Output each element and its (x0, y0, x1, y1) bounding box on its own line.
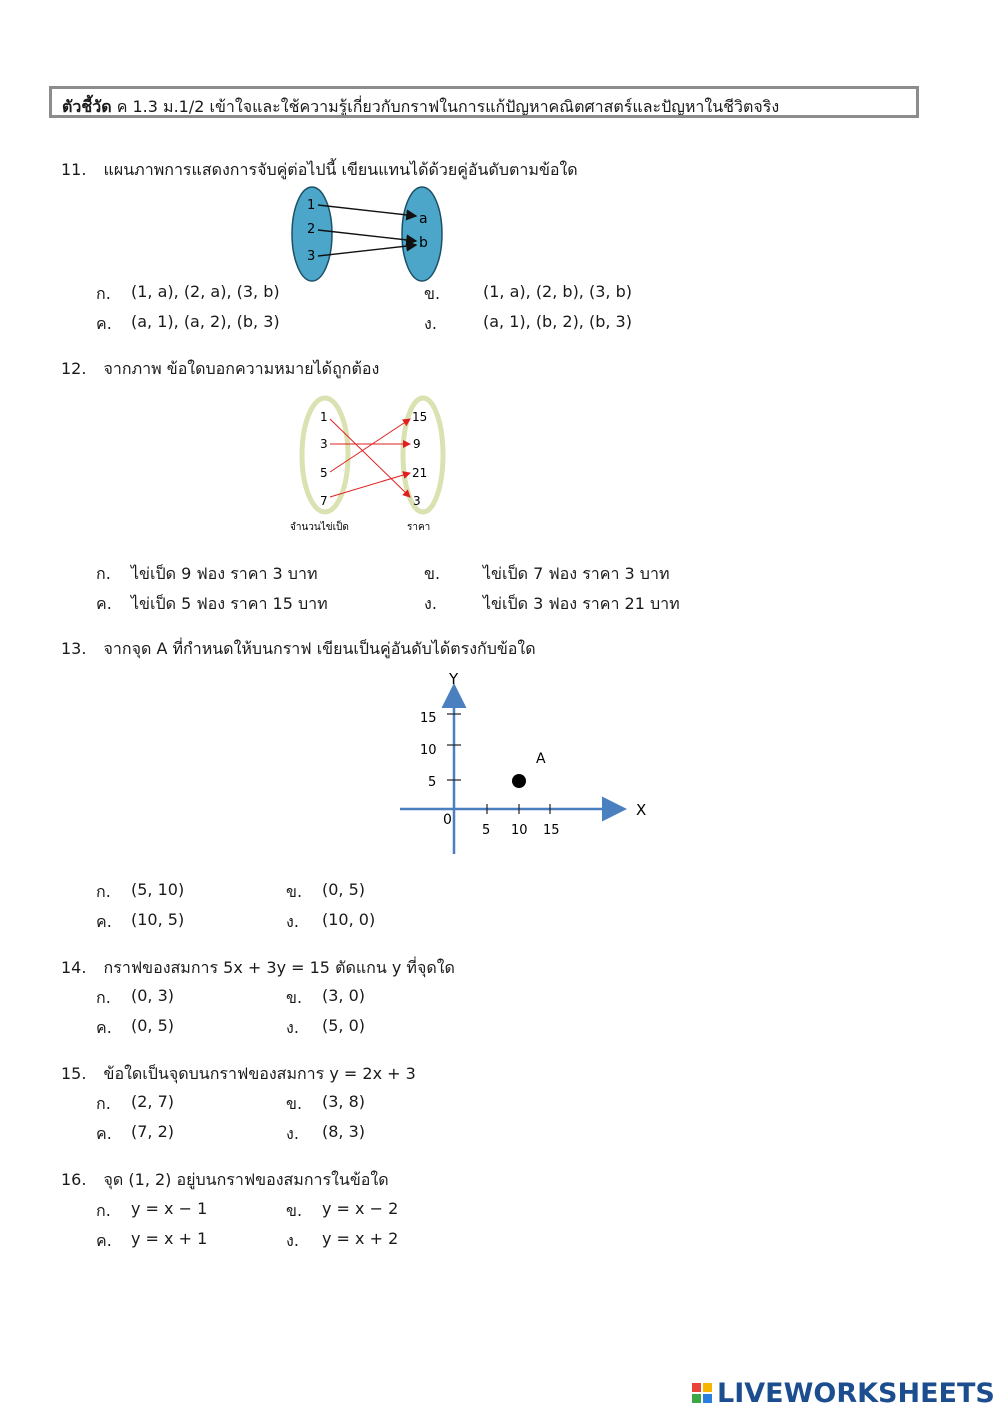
option-label[interactable]: ข. (286, 1094, 303, 1113)
question-text: จากภาพ ข้อใดบอกความหมายได้ถูกต้อง (103, 359, 380, 378)
option-text[interactable]: y = x + 1 (131, 1229, 208, 1248)
x-tick-label: 15 (543, 823, 560, 838)
option-text[interactable]: (5, 10) (131, 880, 185, 899)
option-text[interactable]: (10, 5) (131, 910, 185, 929)
option-label[interactable]: ง. (286, 1018, 299, 1037)
question-14 (61, 956, 455, 981)
coordinate-graph-q13 (390, 668, 660, 860)
y-tick-label: 15 (420, 711, 437, 726)
option-text[interactable]: ไข่เป็ด 3 ฟอง ราคา 21 บาท (483, 594, 680, 613)
liveworksheets-logo (692, 1377, 995, 1409)
option-label[interactable]: ข. (286, 1201, 303, 1220)
option-text[interactable]: y = x + 2 (322, 1229, 399, 1248)
option-label[interactable]: ก. (96, 284, 111, 303)
question-13 (61, 637, 536, 662)
question-number: 16. (61, 1170, 87, 1189)
mapping-diagram-q12 (276, 393, 456, 538)
logo-text: LIVEWORKSHEETS (717, 1377, 995, 1409)
question-11 (61, 158, 578, 183)
question-number: 15. (61, 1064, 87, 1083)
option-label[interactable]: ก. (96, 988, 111, 1007)
option-text[interactable]: (3, 0) (322, 986, 366, 1005)
range-15: 15 (412, 410, 428, 424)
option-label[interactable]: ก. (96, 1201, 111, 1220)
option-text[interactable]: (0, 5) (322, 880, 366, 899)
y-tick-label: 5 (428, 775, 437, 790)
arrow-5-15 (330, 419, 410, 472)
range-3: 3 (413, 494, 421, 508)
option-text[interactable]: ไข่เป็ด 7 ฟอง ราคา 3 บาท (483, 564, 670, 583)
question-12 (61, 357, 379, 382)
option-text[interactable]: (1, a), (2, b), (3, b) (483, 282, 632, 301)
point-a (512, 774, 526, 788)
domain-3: 3 (307, 249, 316, 264)
range-ellipse (402, 187, 442, 281)
option-label[interactable]: ค. (96, 912, 112, 931)
option-text[interactable]: y = x − 2 (322, 1199, 399, 1218)
question-number: 11. (61, 160, 87, 179)
logo-square (703, 1383, 712, 1392)
domain-5: 5 (320, 466, 328, 480)
y-axis-label: Y (449, 670, 459, 688)
arrow-3-b (318, 245, 416, 256)
option-label[interactable]: ค. (96, 314, 112, 333)
question-text: จากจุด A ที่กำหนดให้บนกราฟ เขียนเป็นคู่อันดับได้ตรงกับข้อใด (103, 639, 536, 658)
question-text: กราฟของสมการ 5x + 3y = 15 ตัดแกน y ที่จุดใด (103, 958, 455, 977)
logo-square (692, 1394, 701, 1403)
option-label[interactable]: ก. (96, 1094, 111, 1113)
domain-1: 1 (320, 410, 328, 424)
indicator-text: ค 1.3 ม.1/2 เข้าใจและใช้ความรู้เกี่ยวกับกราฟในการแก้ปัญหาคณิตศาสตร์และปัญหาในชีวิตจริง (111, 97, 780, 116)
option-label[interactable]: ข. (286, 882, 303, 901)
domain-7: 7 (320, 494, 328, 508)
option-text[interactable]: (1, a), (2, a), (3, b) (131, 282, 280, 301)
option-label[interactable]: ง. (286, 912, 299, 931)
range-9: 9 (413, 437, 421, 451)
domain-caption: จำนวนไข่เป็ด (290, 522, 349, 533)
domain-1: 1 (307, 198, 316, 213)
option-text[interactable]: ไข่เป็ด 5 ฟอง ราคา 15 บาท (131, 594, 328, 613)
x-tick-label: 10 (511, 823, 528, 838)
logo-square (703, 1394, 712, 1403)
option-label[interactable]: ข. (424, 284, 441, 303)
domain-3: 3 (320, 437, 328, 451)
option-text[interactable]: y = x − 1 (131, 1199, 208, 1218)
option-label[interactable]: ง. (286, 1231, 299, 1250)
option-label[interactable]: ง. (424, 594, 437, 613)
option-text[interactable]: ไข่เป็ด 9 ฟอง ราคา 3 บาท (131, 564, 318, 583)
option-text[interactable]: (5, 0) (322, 1016, 366, 1035)
option-text[interactable]: (3, 8) (322, 1092, 366, 1111)
arrow-1-a (318, 205, 416, 216)
point-a-label: A (536, 751, 546, 767)
option-label[interactable]: ค. (96, 1124, 112, 1143)
range-a: a (419, 211, 428, 227)
option-label[interactable]: ข. (286, 988, 303, 1007)
option-text[interactable]: (a, 1), (b, 2), (b, 3) (483, 312, 632, 331)
logo-mark-icon (692, 1383, 712, 1403)
option-label[interactable]: ก. (96, 882, 111, 901)
option-text[interactable]: (10, 0) (322, 910, 376, 929)
option-text[interactable]: (a, 1), (a, 2), (b, 3) (131, 312, 280, 331)
option-text[interactable]: (7, 2) (131, 1122, 175, 1141)
option-text[interactable]: (2, 7) (131, 1092, 175, 1111)
option-label[interactable]: ง. (424, 314, 437, 333)
option-label[interactable]: ค. (96, 1018, 112, 1037)
mapping-diagram-q11 (280, 183, 460, 285)
option-label[interactable]: ก. (96, 564, 111, 583)
range-b: b (419, 235, 428, 251)
origin-label: 0 (443, 812, 452, 828)
question-number: 14. (61, 958, 87, 977)
question-text: ข้อใดเป็นจุดบนกราฟของสมการ y = 2x + 3 (103, 1064, 416, 1083)
range-caption: ราคา (407, 522, 431, 533)
logo-square (692, 1383, 701, 1392)
range-21: 21 (412, 466, 428, 480)
x-axis-label: X (636, 801, 647, 819)
question-text: จุด (1, 2) อยู่บนกราฟของสมการในข้อใด (103, 1170, 389, 1189)
question-text: แผนภาพการแสดงการจับคู่ต่อไปนี้ เขียนแทนได้ด้วยคู่อันดับตามข้อใด (103, 160, 578, 179)
question-15 (61, 1062, 416, 1087)
question-16 (61, 1168, 389, 1193)
x-tick-label: 5 (482, 823, 491, 838)
option-label[interactable]: ง. (286, 1124, 299, 1143)
option-text[interactable]: (0, 3) (131, 986, 175, 1005)
option-label[interactable]: ข. (424, 564, 441, 583)
indicator-label: ตัวชี้วัด (62, 97, 112, 116)
option-label[interactable]: ค. (96, 594, 112, 613)
indicator-box (49, 86, 919, 118)
domain-2: 2 (307, 222, 316, 237)
option-label[interactable]: ค. (96, 1231, 112, 1250)
question-number: 13. (61, 639, 87, 658)
question-number: 12. (61, 359, 87, 378)
y-tick-label: 10 (420, 743, 437, 758)
option-text[interactable]: (0, 5) (131, 1016, 175, 1035)
option-text[interactable]: (8, 3) (322, 1122, 366, 1141)
